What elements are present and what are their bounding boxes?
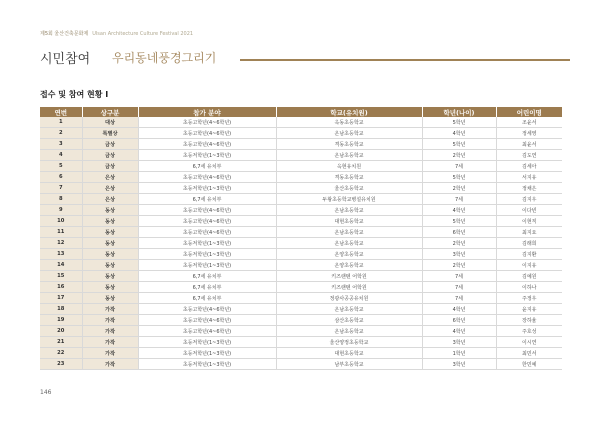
table-cell-category: 6,7세 유치부 [138,271,276,282]
table-cell-category: 초등고학년(4~6학년) [138,216,276,227]
table-cell-name: 서지유 [496,172,562,183]
table-row [40,359,562,370]
table-row [40,337,562,348]
page-subtitle: 우리동네풍경그리기 [112,51,217,65]
table-cell-category: 초등고학년(4~6학년) [138,304,276,315]
table-cell-prize: 금상 [82,139,138,150]
table-cell-category: 초등저학년(1~3학년) [138,260,276,271]
table-cell-school: 온남초등학교 [276,128,422,139]
table-cell-name: 김도연 [496,150,562,161]
table-cell-prize: 가작 [82,315,138,326]
table-cell-name: 이현직 [496,216,562,227]
table-cell-no: 6 [40,172,82,183]
table-cell-category: 초등저학년(1~3학년) [138,249,276,260]
table-cell-prize: 동상 [82,249,138,260]
table-cell-category: 초등저학년(1~3학년) [138,238,276,249]
table-cell-name: 최지요 [496,227,562,238]
table-row [40,161,562,172]
table-cell-name: 김래희 [496,238,562,249]
table-cell-prize: 가작 [82,348,138,359]
table-row [40,205,562,216]
table-cell-prize: 특별상 [82,128,138,139]
page-number: 146 [40,389,52,396]
table-cell-category: 6,7세 유치부 [138,194,276,205]
table-header-col-school: 학교(유치원) [276,107,422,117]
table-row [40,150,562,161]
table-cell-name: 장하율 [496,315,562,326]
table-header-col-category: 참가 분야 [138,107,276,117]
table-cell-name: 조윤서 [496,117,562,128]
table-cell-no: 3 [40,139,82,150]
table-cell-prize: 은상 [82,172,138,183]
table-row [40,249,562,260]
table-cell-category: 초등고학년(4~6학년) [138,227,276,238]
table-cell-no: 15 [40,271,82,282]
table-cell-prize: 동상 [82,282,138,293]
table-header-col-name: 어린이명 [496,107,562,117]
table-row [40,282,562,293]
table-cell-grade: 1학년 [422,348,496,359]
table-row [40,172,562,183]
table-cell-school: 격동초등학교 [276,139,422,150]
participants-table [40,107,562,370]
title-divider [240,59,570,61]
table-cell-grade: 7세 [422,194,496,205]
table-cell-grade: 7세 [422,282,496,293]
table-cell-prize: 동상 [82,260,138,271]
table-cell-name: 김예원 [496,271,562,282]
table-cell-grade: 7세 [422,293,496,304]
table-cell-prize: 동상 [82,238,138,249]
table-cell-category: 초등고학년(4~6학년) [138,117,276,128]
table-cell-name: 김지우 [496,194,562,205]
table-cell-grade: 5학년 [422,117,496,128]
title-row [40,48,570,68]
table-cell-name: 이지유 [496,260,562,271]
table-cell-no: 10 [40,216,82,227]
table-cell-category: 6,7세 유치부 [138,293,276,304]
festival-subtitle: Ulsan Architecture Culture Festival 2021 [92,31,194,37]
table-cell-school: 울산양정초등학교 [276,337,422,348]
table-cell-grade: 7세 [422,161,496,172]
table-cell-category: 초등고학년(4~6학년) [138,315,276,326]
table-cell-prize: 금상 [82,150,138,161]
table-cell-prize: 가작 [82,326,138,337]
table-row [40,348,562,359]
table-cell-category: 초등고학년(4~6학년) [138,326,276,337]
table-cell-category: 초등고학년(4~6학년) [138,172,276,183]
table-cell-school: 온남초등학교 [276,238,422,249]
table-cell-no: 22 [40,348,82,359]
table-cell-grade: 5학년 [422,216,496,227]
table-cell-name: 최윤서 [496,139,562,150]
table-cell-category: 초등저학년(1~3학년) [138,183,276,194]
table-cell-no: 20 [40,326,82,337]
table-cell-school: 대현초등학교 [276,216,422,227]
table-cell-category: 초등저학년(1~3학년) [138,337,276,348]
table-cell-grade: 3학년 [422,249,496,260]
table-cell-grade: 4학년 [422,205,496,216]
table-cell-prize: 은상 [82,183,138,194]
table-cell-prize: 동상 [82,293,138,304]
table-cell-grade: 4학년 [422,128,496,139]
table-row [40,227,562,238]
table-cell-category: 초등저학년(1~3학년) [138,359,276,370]
section-heading: 접수 및 참여 현황 I [40,90,109,99]
table-row [40,315,562,326]
table-cell-school: 남부초등학교 [276,359,422,370]
table-cell-grade: 2학년 [422,238,496,249]
table-cell-prize: 가작 [82,359,138,370]
table-cell-grade: 6학년 [422,227,496,238]
table-cell-grade: 2학년 [422,260,496,271]
table-cell-grade: 5학년 [422,172,496,183]
table-cell-no: 21 [40,337,82,348]
table-cell-grade: 4학년 [422,326,496,337]
table-cell-no: 14 [40,260,82,271]
table-cell-school: 온양초등학교 [276,249,422,260]
table-cell-school: 온양초등학교 [276,260,422,271]
table-cell-no: 1 [40,117,82,128]
table-cell-prize: 가작 [82,304,138,315]
table-cell-grade: 2학년 [422,150,496,161]
table-cell-name: 주정우 [496,293,562,304]
table-cell-prize: 동상 [82,271,138,282]
table-cell-grade: 5학년 [422,139,496,150]
table-cell-name: 정채은 [496,183,562,194]
table-header-col-prize: 상구분 [82,107,138,117]
table-cell-category: 초등고학년(4~6학년) [138,139,276,150]
table-row [40,271,562,282]
table-cell-school: 옥동초등학교 [276,117,422,128]
table-row [40,326,562,337]
table-cell-name: 주호성 [496,326,562,337]
table-cell-name: 이다빈 [496,205,562,216]
table-cell-no: 19 [40,315,82,326]
table-cell-grade: 6학년 [422,315,496,326]
table-cell-grade: 3학년 [422,359,496,370]
table-body [40,117,562,370]
table-cell-no: 11 [40,227,82,238]
table-row [40,304,562,315]
table-cell-no: 8 [40,194,82,205]
table-cell-category: 6,7세 유치부 [138,282,276,293]
table-cell-school: 삼산초등학교 [276,315,422,326]
table-cell-no: 2 [40,128,82,139]
table-cell-school: 온남초등학교 [276,205,422,216]
table-cell-category: 6,7세 유치부 [138,161,276,172]
table-cell-no: 12 [40,238,82,249]
table-row [40,183,562,194]
page-title: 시민참여 [40,52,91,67]
table-row [40,216,562,227]
table-cell-prize: 동상 [82,205,138,216]
table-header-col-no: 연번 [40,107,82,117]
table-header-col-grade: 학년(나이) [422,107,496,117]
table-header-row [40,107,562,117]
table-cell-no: 5 [40,161,82,172]
table-row [40,260,562,271]
table-cell-prize: 가작 [82,337,138,348]
table-cell-name: 최민서 [496,348,562,359]
table-cell-no: 17 [40,293,82,304]
table-cell-name: 김세아 [496,161,562,172]
table-cell-school: 옥현유치원 [276,161,422,172]
table-row [40,139,562,150]
table-cell-prize: 동상 [82,216,138,227]
table-row [40,128,562,139]
table-cell-no: 4 [40,150,82,161]
table-cell-grade: 2학년 [422,183,496,194]
table-cell-school: 키즈랜텐 어학원 [276,282,422,293]
table-cell-prize: 대상 [82,117,138,128]
table-cell-school: 두왕초등학교병설유치원 [276,194,422,205]
table-cell-no: 13 [40,249,82,260]
table-cell-name: 이시연 [496,337,562,348]
table-cell-name: 한민예 [496,359,562,370]
table-cell-name: 이하나 [496,282,562,293]
table-cell-name: 정세영 [496,128,562,139]
festival-name: 제5회 울산건축문화제 [40,31,89,37]
table-cell-school: 키즈랜텐 어학원 [276,271,422,282]
table-cell-school: 온남초등학교 [276,150,422,161]
table-cell-no: 16 [40,282,82,293]
table-cell-name: 김지환 [496,249,562,260]
table-cell-grade: 3학년 [422,337,496,348]
table-cell-school: 온남초등학교 [276,326,422,337]
table-cell-prize: 금상 [82,161,138,172]
table-cell-no: 23 [40,359,82,370]
table-cell-grade: 7세 [422,271,496,282]
table-cell-prize: 동상 [82,227,138,238]
table-cell-no: 9 [40,205,82,216]
table-row [40,194,562,205]
table-cell-school: 정광사공공유치원 [276,293,422,304]
table-cell-no: 7 [40,183,82,194]
table-cell-category: 초등저학년(1~3학년) [138,150,276,161]
table-cell-school: 온남초등학교 [276,227,422,238]
table-cell-prize: 은상 [82,194,138,205]
document-header [40,30,193,37]
table-cell-school: 울산초등학교 [276,183,422,194]
table-cell-school: 격동초등학교 [276,172,422,183]
table-cell-category: 초등고학년(4~6학년) [138,128,276,139]
table-row [40,117,562,128]
table-cell-name: 윤지유 [496,304,562,315]
table-cell-category: 초등고학년(4~6학년) [138,205,276,216]
table-cell-grade: 4학년 [422,304,496,315]
table-cell-category: 초등저학년(1~3학년) [138,348,276,359]
table-row [40,238,562,249]
table-cell-school: 온남초등학교 [276,304,422,315]
table-row [40,293,562,304]
table-cell-school: 대현초등학교 [276,348,422,359]
table-cell-no: 18 [40,304,82,315]
